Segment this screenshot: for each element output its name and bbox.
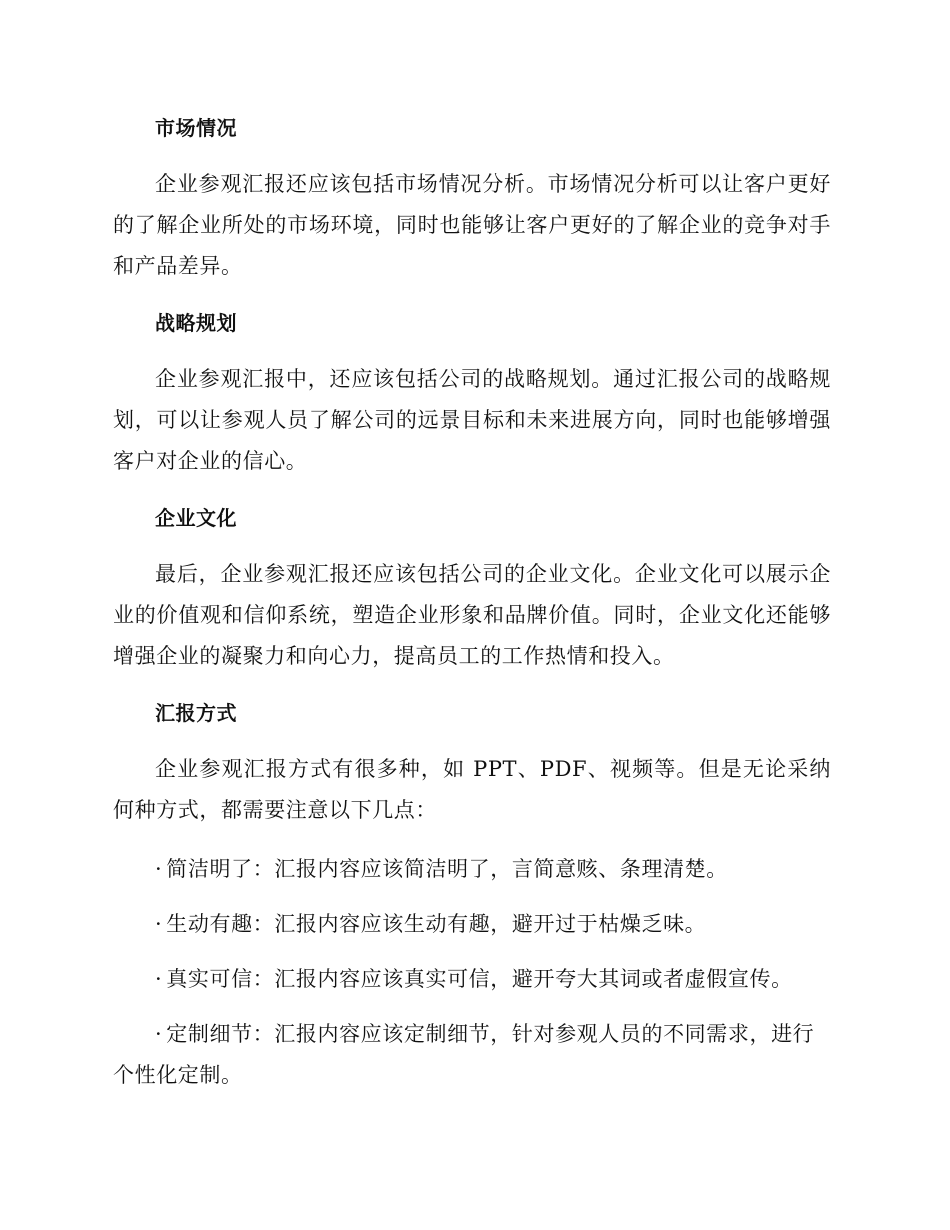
- paragraph-strategy: 企业参观汇报中，还应该包括公司的战略规划。通过汇报公司的战略规划，可以让参观人员了解公司的远景目标和未来进展方向，同时也能够增强客户对企业的信心。: [113, 367, 831, 473]
- bullet-dot-icon: ·: [155, 912, 163, 936]
- section-heading-report-method: 汇报方式: [155, 701, 237, 725]
- section-heading-strategy: 战略规划: [155, 311, 237, 335]
- list-item-text: 定制细节：汇报内容应该定制细节，针对参观人员的不同需求，进行个性化定制。: [113, 1022, 815, 1087]
- list-item: [113, 849, 831, 890]
- section-heading-culture: 企业文化: [155, 506, 237, 530]
- paragraph-report-method: 企业参观汇报方式有很多种，如 PPT、PDF、视频等。但是无论采纳何种方式，都需要注意以下几点：: [113, 757, 831, 822]
- bullet-dot-icon: ·: [155, 857, 163, 881]
- list-item-text: 真实可信：汇报内容应该真实可信，避开夸大其词或者虚假宣传。: [166, 967, 793, 991]
- document-body: [113, 110, 831, 1110]
- bullet-dot-icon: ·: [155, 967, 163, 991]
- list-item-text: 简洁明了：汇报内容应该简洁明了，言简意赅、条理清楚。: [166, 857, 728, 881]
- list-item: [113, 1014, 831, 1096]
- list-item-text: 生动有趣：汇报内容应该生动有趣，避开过于枯燥乏味。: [166, 912, 707, 936]
- list-item: [113, 959, 831, 1000]
- paragraph-market: 企业参观汇报还应该包括市场情况分析。市场情况分析可以让客户更好的了解企业所处的市场环境，同时也能够让客户更好的了解企业的竞争对手和产品差异。: [113, 172, 831, 278]
- list-item: [113, 904, 831, 945]
- paragraph-culture: 最后，企业参观汇报还应该包括公司的企业文化。企业文化可以展示企业的价值观和信仰系统，塑造企业形象和品牌价值。同时，企业文化还能够增强企业的凝聚力和向心力，提高员工的工作热情和投入。: [113, 562, 831, 668]
- bullet-dot-icon: ·: [155, 1022, 163, 1046]
- section-heading-market: 市场情况: [155, 116, 237, 140]
